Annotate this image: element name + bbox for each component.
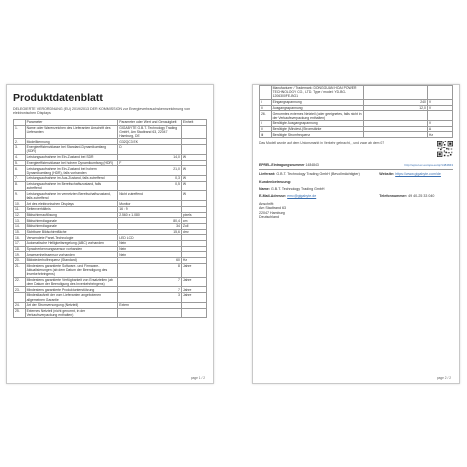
row-parameter: Mindestens garantierte Software- und Firmware-Aktualisierungen (ab dem Datum der Beendigung des Inverkehrbringens) [25, 263, 118, 277]
row-parameter: Leistungsaufnahme im vernetzten Bereitschaftszustand, falls zutreffend [25, 191, 118, 201]
row-value: 8 [118, 263, 182, 277]
market-notice [259, 141, 453, 157]
header-unit: Einheit [181, 119, 206, 125]
row-parameter: Energieeffizienzklasse bei hohem Dynamikumfang (HDR) [25, 160, 118, 166]
row-value: 3 [118, 293, 182, 303]
row-value: LED LCD [118, 235, 182, 241]
row-parameter: Bildschirmdiagonale [25, 224, 118, 230]
row-value: 80,4 [118, 218, 182, 224]
row-value: 0,5 [118, 181, 182, 191]
kundenbetreuung-label: Kundenbetreuung: [259, 179, 292, 184]
row-number: ii [260, 105, 272, 111]
row-number: 15. [14, 229, 26, 235]
row-parameter: Sichtbare Bildschirmfläche [25, 229, 118, 235]
row-number: 14. [14, 224, 26, 230]
lieferant-label: Lieferant: [259, 172, 276, 177]
row-value: Extern [118, 302, 182, 308]
supplier-info [259, 169, 453, 219]
row-value: 16 : 9 [118, 206, 182, 212]
row-number: 16. [14, 235, 26, 241]
row-unit: Zoll [181, 224, 206, 230]
telefon-label: Telefonnummer: [379, 194, 408, 199]
row-parameter: Mindestens garantierte Produktunterstützung [25, 287, 118, 293]
row-parameter: Verwendete Panel-Technologie [25, 235, 118, 241]
row-value: Nein [118, 252, 182, 258]
row-number: 21. [14, 263, 26, 277]
row-number: 10. [14, 201, 26, 207]
row-parameter: Bildschirmdiagonale [25, 218, 118, 224]
row-parameter: Manufacturer / Trademark: DONGGUAN HOAI POWER TECHNOLOGY CO., LTD. Type / model: YD-BG-1206300FE-BG1 [271, 86, 364, 100]
row-parameter: Spracherkennungssensor vorhanden [25, 246, 118, 252]
row-value: 7 [118, 277, 182, 287]
row-number: 22. [14, 277, 26, 287]
row-number: ii [260, 126, 272, 132]
row-unit [427, 86, 452, 100]
row-unit: Jahre [181, 287, 206, 293]
eprel-link[interactable]: http://eprel.ec.europa.eu/qr/1484843 [404, 163, 453, 168]
website-link[interactable]: https://www.gigabyte.com/de [395, 172, 441, 177]
email-link[interactable]: emc@gigabyte.de [287, 194, 317, 199]
row-parameter: Benötigte (Mindest-)Stromstärke [271, 126, 364, 132]
table-row [260, 86, 453, 100]
row-parameter: Genormtes externes Netzteil (oder geeignetes, falls nicht in der Verkaufsverpackung enthalten) [271, 111, 364, 121]
row-number: i [260, 99, 272, 105]
eprel-label: EPREL-Eintragungsnummer [259, 163, 305, 168]
row-unit: W [181, 176, 206, 182]
row-number [14, 293, 26, 303]
anschrift-line: 22047 Hamburg [259, 210, 285, 215]
table-row [14, 166, 207, 176]
anschrift-label: Anschrift: [259, 201, 274, 206]
datasheet-page-2 [252, 84, 460, 384]
row-number: 3. [14, 145, 26, 155]
table-row [14, 277, 207, 287]
row-value: 7 [118, 287, 182, 293]
lieferant-value: G.B.T. Technology Trading GmbH (Bevollmächtigter) [276, 172, 360, 177]
row-unit: W [181, 191, 206, 201]
row-value: 21,0 [118, 166, 182, 176]
table-row [14, 191, 207, 201]
eprel-registration [259, 163, 453, 167]
anschrift-line: Am Stadtrand 63 [259, 206, 286, 211]
row-number: 8. [14, 181, 26, 191]
row-value: 15,6 [118, 229, 182, 235]
row-number: 1. [14, 125, 26, 139]
row-value: 14,0 [118, 154, 182, 160]
table-row [14, 181, 207, 191]
row-unit: W [181, 181, 206, 191]
row-parameter: Benötigte Ausgangsspannung [271, 121, 364, 127]
row-value: GIGABYTE G.B.T. Technology Trading GmbH, Am Stadtrand 63, 22047 Hamburg, DE [118, 125, 182, 139]
page-title: Produktdatenblatt [13, 92, 103, 104]
row-number: 12. [14, 212, 26, 218]
email-label: E-Mail-Adresse: [259, 194, 287, 199]
row-parameter: Benötigte Stromfrequenz [271, 132, 364, 138]
parameter-table [13, 119, 207, 319]
row-number: 11. [14, 206, 26, 212]
row-parameter: Leistungsaufnahme im Aus-Zustand, falls zutreffend [25, 176, 118, 182]
row-number: 13. [14, 218, 26, 224]
row-parameter: Leistungsaufnahme im Ein-Zustand bei SDR [25, 154, 118, 160]
row-value: Monitor [118, 201, 182, 207]
row-number [260, 86, 272, 100]
page-number: page 1 / 2 [190, 376, 205, 380]
market-notice-text: Das Modell wurde auf dem Unionsmarkt in Verkehr gebracht, , und zwar ab dem 07 [259, 141, 385, 146]
row-unit [427, 111, 452, 121]
row-parameter: Mindestlaufzeit der vom Lieferanten angebotenen allgemeinen Garantie [25, 293, 118, 303]
row-value: Nein [118, 246, 182, 252]
telefon-value: 49 40-25 33 040 [408, 194, 435, 199]
row-parameter: Anwesenheitssensor vorhanden [25, 252, 118, 258]
row-parameter: Bildschirmauflösung [25, 212, 118, 218]
row-parameter: Art des elektronischen Displays [25, 201, 118, 207]
row-parameter: Modellkennung [25, 139, 118, 145]
row-value: 12,0 [364, 105, 428, 111]
row-value: 240 [364, 99, 428, 105]
name-label: Name: [259, 186, 270, 191]
row-parameter: Bildwiederholfrequenz (Standard) [25, 258, 118, 264]
row-parameter: Leistungsaufnahme im Ein-Zustand bei hohem Dynamikumfang (HDR), falls vorhanden [25, 166, 118, 176]
row-unit: W [181, 154, 206, 160]
qr-code-icon [437, 141, 453, 157]
row-number: 23. [14, 287, 26, 293]
row-unit [181, 145, 206, 155]
row-value: Nein [118, 241, 182, 247]
row-unit: V [427, 105, 452, 111]
row-value: Nicht zutreffend [118, 191, 182, 201]
regulation-intro: DELEGIERTE VERORDNUNG (EU) 2019/2013 DER KOMMISSION zur Energieverbrauchskennzeichnung von elektronischen Displays [13, 107, 191, 116]
header-value: Parameter oder Wert und Genauigkeit [118, 119, 182, 125]
row-number: 26. [260, 111, 272, 121]
row-value: 0,3 [118, 176, 182, 182]
row-value: 2.560 x 1.080 [118, 212, 182, 218]
row-parameter: Mindestens garantierte Verfügbarkeit von Ersatzteilen (ab dem Datum der Beendigung des Inverkehrbringens) [25, 277, 118, 287]
row-value [364, 132, 428, 138]
row-number: 19. [14, 252, 26, 258]
row-number: 18. [14, 246, 26, 252]
row-parameter: Automatische Helligkeitsregelung (ABC) vorhanden [25, 241, 118, 247]
table-row [14, 263, 207, 277]
row-number: 24. [14, 302, 26, 308]
row-value: 34 [118, 224, 182, 230]
row-value [364, 86, 428, 100]
eprel-number: 1484843 [305, 163, 319, 168]
row-parameter: Art der Stromversorgung (Netzteil) [25, 302, 118, 308]
row-unit: cm [181, 218, 206, 224]
table-row [14, 145, 207, 155]
row-parameter: Seitenverhältnis [25, 206, 118, 212]
table-row [260, 132, 453, 138]
header-parameter: Parameter [25, 119, 118, 125]
anschrift-line: Deutschland [259, 214, 279, 219]
row-parameter: Externes Netzteil (nicht genormt, in der Verkaufsverpackung enthalten) [25, 308, 118, 318]
row-unit: Jahre [181, 277, 206, 287]
row-number: 2. [14, 139, 26, 145]
row-value [118, 308, 182, 318]
row-unit: W [181, 166, 206, 176]
row-parameter: Leistungsaufnahme im Bereitschaftszustand, falls zutreffend [25, 181, 118, 191]
row-unit [181, 125, 206, 139]
row-number: 25. [14, 308, 26, 318]
row-unit: dm² [181, 229, 206, 235]
row-number: 7. [14, 176, 26, 182]
row-value: 60 [118, 258, 182, 264]
row-value: F [118, 160, 182, 166]
row-parameter: Energieeffizienzklasse bei Standard-Dynamikumfang (SDR) [25, 145, 118, 155]
row-parameter: Eingangsspannung [271, 99, 364, 105]
row-number: 17. [14, 241, 26, 247]
row-unit: Jahre [181, 263, 206, 277]
table-row [14, 293, 207, 303]
row-number: 9. [14, 191, 26, 201]
row-unit: V [427, 121, 452, 127]
datasheet-page-1 [6, 84, 214, 384]
row-unit: Jahre [181, 293, 206, 303]
row-number: iii [260, 132, 272, 138]
page-number: page 2 / 2 [436, 376, 451, 380]
row-number: 4. [14, 154, 26, 160]
row-number: 6. [14, 166, 26, 176]
row-value [364, 111, 428, 121]
row-unit: A [427, 126, 452, 132]
website-label: Website: [379, 172, 395, 177]
row-unit [181, 308, 206, 318]
table-row [260, 111, 453, 121]
table-row [14, 308, 207, 318]
row-number: i [260, 121, 272, 127]
row-unit: V [427, 99, 452, 105]
row-parameter: Ausgangsspannung [271, 105, 364, 111]
row-unit: pixels [181, 212, 206, 218]
table-row [14, 125, 207, 139]
name-value: G.B.T. Technology Trading GmbH [271, 186, 325, 191]
row-unit: Hz [181, 258, 206, 264]
row-number: 5. [14, 160, 26, 166]
row-value: G32QC3 EK [118, 139, 182, 145]
power-supply-table [259, 85, 453, 138]
row-parameter: Name oder Warenzeichen des Lieferanten Anschrift des Lieferanten [25, 125, 118, 139]
row-unit: Hz [427, 132, 452, 138]
row-number: 20. [14, 258, 26, 264]
row-value: D [118, 145, 182, 155]
